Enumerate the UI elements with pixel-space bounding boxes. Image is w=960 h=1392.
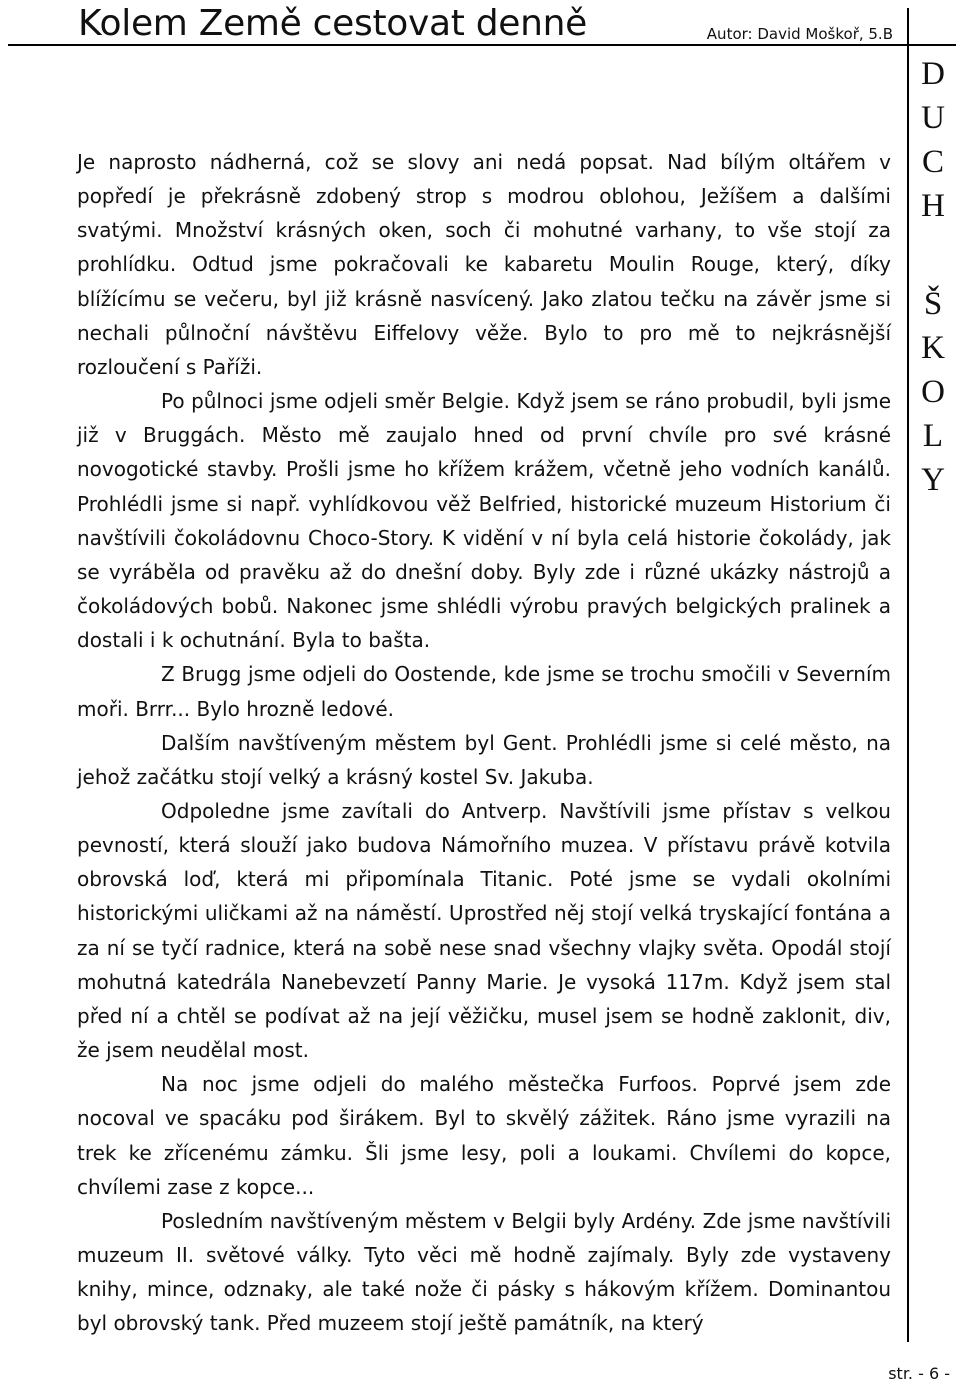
header-rule (8, 44, 956, 46)
paragraph: Dalším navštíveným městem byl Gent. Prohlédli jsme si celé město, na jehož začátku stojí velký a krásný kostel Sv. Jakuba. (77, 730, 891, 789)
section-label-vertical (909, 52, 957, 502)
paragraph: Posledním navštíveným městem v Belgii byly Ardény. Zde jsme navštívili muzeum II. světové války. Tyto věci mě hodně zajímaly. Byly zde vystaveny knihy, mince, odznaky, ale také nože či pásky s hákovým křížem. Dominantou byl obrovský tank. Před muzeem stojí ještě památník, na který (77, 1208, 891, 1336)
section-letter: C (921, 144, 944, 180)
section-letter-spacer (909, 228, 957, 282)
article-title: Kolem Země cestovat denně (78, 3, 588, 44)
paragraph: Odpoledne jsme zavítali do Antverp. Navštívili jsme přístav s velkou pevností, která slouží jako budova Námořního muzea. V přístavu právě kotvila obrovská loď, která mi připomínala Titanic. Poté jsme se vydali okolními historickými uličkami až na náměstí. Uprostřed něj stojí velká tryskající fontána a za ní se tyčí radnice, která na sobě nese snad všechny vlajky světa. Opodál stojí mohutná katedrála Nanebevzetí Panny Marie. Je vysoká 117m. Když jsem stal před ní a chtěl se podívat až na její věžičku, musel jsem se hodně zaklonit, div, že jsem neudělal most. (77, 798, 891, 1063)
article-author: Autor: David Moškoř, 5.B (706, 25, 893, 43)
page-header (0, 0, 960, 50)
paragraph: Z Brugg jsme odjeli do Oostende, kde jsme se trochu smočili v Severním moři. Brrr... Bylo hrozně ledové. (77, 662, 891, 721)
section-letter: L (922, 418, 944, 454)
article-body (77, 145, 891, 1340)
section-letter: K (921, 330, 945, 366)
section-letter: Š (923, 286, 943, 322)
paragraph: Na noc jsme odjeli do malého městečka Furfoos. Poprvé jsem zde nocoval ve spacáku pod širákem. Byl to skvělý zážitek. Ráno jsme vyrazili na trek ke zřícenému zámku. Šli jsme lesy, poli a loukami. Chvílemi do kopce, chvílemi zase z kopce... (77, 1072, 891, 1199)
section-letter: D (921, 56, 945, 92)
page-number: str. - 6 - (888, 1364, 950, 1383)
section-letter: H (921, 188, 945, 224)
paragraph: Po půlnoci jsme odjeli směr Belgie. Když jsem se ráno probudil, byli jsme již v Bruggách. Město mě zaujalo hned od první chvíle pro své krásné novogotické stavby. Prošli jsme ho křížem krážem, včetně jeho vodních kanálů. Prohlédli jsme si např. vyhlídkovou věž Belfried, historické muzeum Historium či navštívili čokoládovnu Choco-Story. K vidění v ní byla celá historie čokolády, jak se vyráběla od pravěku až do dnešní doby. Byly zde i různé ukázky nástrojů a čokoládových bobů. Nakonec jsme shlédli výrobu pravých belgických pralinek a dostali i k ochutnání. Byla to bašta. (77, 389, 891, 653)
section-letter: U (921, 100, 945, 136)
section-letter: Y (921, 462, 945, 498)
paragraph: Je naprosto nádherná, což se slovy ani nedá popsat. Nad bílým oltářem v popředí je překrásně zdobený strop s modrou oblohou, Ježíšem a dalšími svatými. Množství krásných oken, soch či mohutné varhany, to vše stojí za prohlídku. Odtud jsme pokračovali ke kabaretu Moulin Rouge, který, díky blížícímu se večeru, byl již krásně nasvícený. Jako zlatou tečku na závěr jsme si nechali půlnoční návštěvu Eiffelovy věže. Bylo to pro mě to nejkrásnější rozloučení s Paříži. (77, 150, 891, 379)
section-letter: O (921, 374, 945, 410)
